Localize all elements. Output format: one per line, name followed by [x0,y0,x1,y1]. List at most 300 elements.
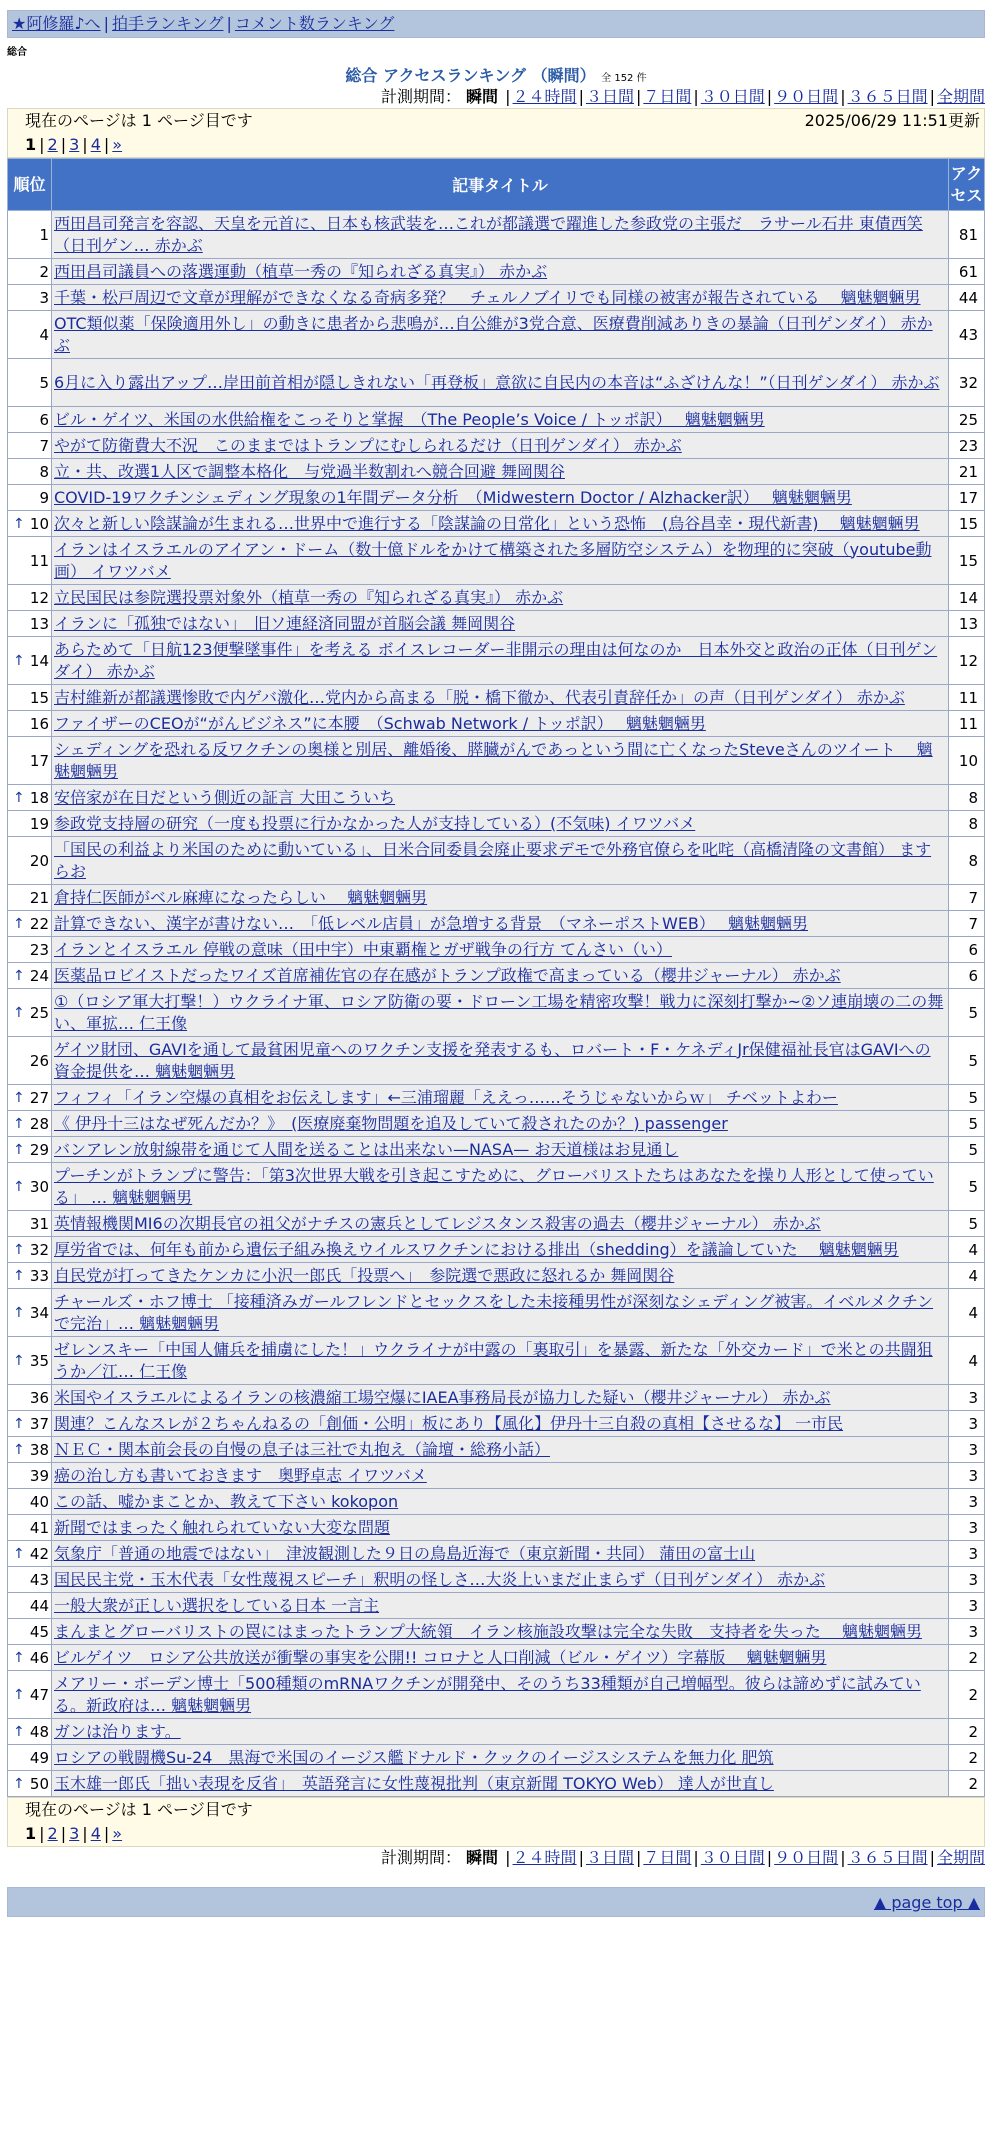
rank-cell [8,1463,52,1489]
table-row [8,311,985,359]
article-link[interactable]: 医薬品ロビイストだったワイズ首席補佐官の存在感がトランプ政権で高まっている（櫻井ジャーナル） 赤かぶ [54,965,841,985]
access-count: 21 [949,459,985,485]
access-count: 6 [949,963,985,989]
article-link[interactable]: 関連？こんなスレが２ちゃんねるの「創価・公明」板にあり【風化】伊丹十三自殺の真相【させるな】 一市民 [54,1413,844,1433]
rank-cell [8,433,52,459]
access-count: 3 [949,1385,985,1411]
access-count: 3 [949,1489,985,1515]
title-cell [52,537,949,585]
page [7,10,985,1917]
article-link[interactable]: やがて防衛費大不況 このままではトランプにむしられるだけ（日刊ゲンダイ） 赤かぶ [54,435,682,455]
title-cell [52,837,949,885]
rank-cell [8,359,52,407]
article-link[interactable]: 「国民の利益より米国のために動いている」、日米合同委員会廃止要求デモで外務官僚らを叱咤（高橋清隆の文書館） ますらお [54,839,932,881]
table-row [8,1385,985,1411]
article-link[interactable]: ビルゲイツ ロシア公共放送が衝撃の事実を公開!! コロナと人口削減（ビル・ゲイツ）字幕版 魑魅魍魎男 [54,1647,827,1667]
rank-cell [8,1719,52,1745]
rank-cell [8,711,52,737]
article-link[interactable]: ゲイツ財団、GAVIを通して最貧困児童へのワクチン支援を発表するも、ロバート・F・ケネディJr保健福祉長官はGAVIへの資金提供を… 魑魅魍魎男 [54,1039,931,1081]
article-link[interactable]: 玉木雄一郎氏「拙い表現を反省」 英語発言に女性蔑視批判（東京新聞 TOKYO Web） 達人が世直し [54,1773,774,1793]
article-link[interactable]: 6月に入り露出アップ…岸田前首相が隠しきれない「再登板」意欲に自民内の本音は“ふざけんな！”（日刊ゲンダイ） 赤かぶ [54,372,940,392]
current-page-text: 現在のページは 1 ページ目です [25,111,253,130]
title-cell [52,685,949,711]
rank-cell [8,685,52,711]
period-link[interactable]: 全期間 [936,1848,985,1867]
rank-up-arrow-icon: ↑ [13,1004,25,1021]
rank-number: 27 [29,1088,49,1107]
article-link[interactable]: 新聞ではまったく触れられていない大変な問題 [54,1517,391,1537]
period-separator: | [929,1848,935,1867]
access-count: 17 [949,485,985,511]
article-link[interactable]: バンアレン放射線帯を通じて人間を送ることは出来ない—NASA— お天道様はお見通し [54,1139,679,1159]
rank-up-arrow-icon: ↑ [13,1089,25,1106]
table-row [8,285,985,311]
rank-number: 9 [39,488,49,507]
access-count: 10 [949,737,985,785]
rank-up-arrow-icon: ↑ [13,1141,25,1158]
rank-number: 41 [29,1518,49,1537]
article-link[interactable]: 安倍家が在日だという側近の証言 大田こういち [54,787,396,807]
title-cell [52,211,949,259]
access-count: 3 [949,1411,985,1437]
table-row [8,685,985,711]
article-link[interactable]: あらためて「日航123便撃墜事件」を考える ボイスレコーダー非開示の理由は何なのか 日本外交と政治の正体（日刊ゲンダイ） 赤かぶ [54,639,938,681]
period-link[interactable]: ９０日間 [774,1848,839,1867]
applause-ranking-link[interactable]: 拍手ランキング [111,14,224,33]
table-row [8,1237,985,1263]
article-link[interactable]: メアリー・ボーデン博士「500種類のmRNAワクチンが開発中、そのうち33種類が自己増幅型。彼らは諦めずに試みている。新政府は… 魑魅魍魎男 [54,1673,921,1715]
access-count: 2 [949,1645,985,1671]
rank-number: 32 [29,1240,49,1259]
period-link[interactable]: ３６５日間 [847,87,928,106]
rank-number: 50 [29,1774,49,1793]
article-link[interactable]: 立・共、改選1人区で調整本格化 与党過半数割れへ競合回避 舞岡関谷 [54,461,565,481]
title-cell [52,1463,949,1489]
period-link[interactable]: ７日間 [643,87,692,106]
rank-cell [8,1289,52,1337]
rank-cell [8,1411,52,1437]
table-row [8,1745,985,1771]
title-cell [52,1211,949,1237]
title-cell [52,711,949,737]
article-link[interactable]: ガンは治ります。 [54,1721,181,1741]
title-cell [52,1745,949,1771]
table-row [8,1567,985,1593]
period-link[interactable]: ７日間 [643,1848,692,1867]
title-cell [52,1719,949,1745]
table-row [8,989,985,1037]
pager-separator: | [39,135,45,154]
table-row [8,1137,985,1163]
table-row [8,485,985,511]
title-cell [52,459,949,485]
page-title [7,66,985,86]
period-separator: | [840,87,846,106]
article-link[interactable]: プーチンがトランプに警告：「第3次世界大戦を引き起こすために、グローバリストたちはあなたを操り人形として使っている」 … 魑魅魍魎男 [54,1165,934,1207]
title-cell [52,1671,949,1719]
rank-header: 順位 [8,159,52,211]
access-count: 6 [949,937,985,963]
rank-up-arrow-icon: ↑ [13,1115,25,1132]
rank-cell [8,1541,52,1567]
article-link[interactable]: 西田昌司議員への落選運動（植草一秀の『知られざる真実』） 赤かぶ [54,261,548,281]
access-count: 8 [949,785,985,811]
period-selector-top [7,86,985,108]
table-row [8,1037,985,1085]
title-cell [52,311,949,359]
rank-cell [8,1671,52,1719]
title-header: 記事タイトル [52,159,949,211]
table-row [8,211,985,259]
rank-up-arrow-icon: ↑ [13,967,25,984]
rank-cell [8,1237,52,1263]
table-row [8,537,985,585]
table-row [8,1489,985,1515]
pager-link[interactable]: 4 [90,135,101,154]
title-cell [52,1137,949,1163]
rank-cell [8,1137,52,1163]
article-link[interactable]: OTC類似薬「保険適用外し」の動きに患者から悲鳴が…自公維が3党合意、医療費削減ありきの暴論（日刊ゲンダイ） 赤かぶ [54,313,933,355]
title-cell [52,1489,949,1515]
rank-cell [8,885,52,911]
current-page-text-bottom: 現在のページは 1 ページ目です [25,1800,253,1819]
rank-number: 4 [39,325,49,344]
title-cell [52,1085,949,1111]
pager-next[interactable]: » [112,135,123,154]
rank-cell [8,963,52,989]
title-cell [52,359,949,407]
rank-cell [8,485,52,511]
access-count: 3 [949,1463,985,1489]
period-label-bottom: 計測期間： [380,1848,461,1867]
rank-number: 33 [29,1266,49,1285]
title-cell [52,1541,949,1567]
rank-cell [8,311,52,359]
article-link[interactable]: 計算できない、漢字が書けない… 「低レベル店員」が急増する背景 （マネーポストWEB） 魑魅魍魎男 [54,913,808,933]
access-count: 5 [949,989,985,1037]
period-link[interactable]: ９０日間 [774,87,839,106]
article-link[interactable]: 気象庁「普通の地震ではない」 津波観測した９日の鳥島近海で（東京新聞・共同） 蒲田の富士山 [54,1543,756,1563]
title-cell [52,911,949,937]
category-label: 総合 [7,47,27,58]
rank-up-arrow-icon: ↑ [13,1241,25,1258]
title-cell [52,785,949,811]
table-row [8,585,985,611]
table-row [8,911,985,937]
period-link[interactable]: ３０日間 [700,1848,765,1867]
access-count: 15 [949,511,985,537]
access-count: 7 [949,885,985,911]
period-links [503,87,985,106]
title-cell [52,1163,949,1211]
access-count: 15 [949,537,985,585]
rank-up-arrow-icon: ↑ [13,1352,25,1369]
table-row [8,1211,985,1237]
title-cell [52,1593,949,1619]
rank-cell [8,1593,52,1619]
table-row [8,937,985,963]
access-count: 4 [949,1263,985,1289]
access-count: 5 [949,1085,985,1111]
ranking-table-body [8,211,985,1797]
article-link[interactable]: 自民党が打ってきたケンカに小沢一郎氏「投票へ」 参院選で悪政に怒れるか 舞岡関谷 [54,1265,675,1285]
period-separator: | [578,87,584,106]
access-count: 25 [949,407,985,433]
rank-cell [8,1037,52,1085]
period-separator: | [505,1848,511,1867]
rank-number: 25 [29,1003,49,1022]
rank-cell [8,811,52,837]
period-link[interactable]: ３０日間 [700,87,765,106]
title-cell [52,1289,949,1337]
access-count: 3 [949,1515,985,1541]
pager-link[interactable]: 3 [69,135,80,154]
article-link[interactable]: ゼレンスキー「中国人傭兵を捕虜にした！」ウクライナが中露の「裏取引」を暴露、新たな「外交カード」で米との共闘狙うか／江… 仁王像 [54,1339,933,1381]
table-row [8,433,985,459]
period-separator: | [693,1848,699,1867]
access-count: 5 [949,1163,985,1211]
period-link[interactable]: ２４時間 [512,87,577,106]
table-row [8,459,985,485]
title-cell [52,1411,949,1437]
article-link[interactable]: チャールズ・ホフ博士 「接種済みガールフレンドとセックスをした未接種男性が深刻なシェディング被害。イベルメクチンで完治」… 魑魅魍魎男 [54,1291,934,1333]
rank-number: 39 [29,1466,49,1485]
rank-up-arrow-icon: ↑ [13,1775,25,1792]
article-link[interactable]: 《 伊丹十三はなぜ死んだか？》 (医療廃棄物問題を追及していて殺されたのか？) passenger [54,1113,728,1133]
updated-time: 2025/06/29 11:51更新 [804,111,980,130]
rank-number: 48 [29,1722,49,1741]
article-link[interactable]: イランに「孤独ではない」 旧ソ連経済同盟が首脳会議 舞岡関谷 [54,613,516,633]
table-row [8,1515,985,1541]
access-count: 81 [949,211,985,259]
article-link[interactable]: ロシアの戦闘機Su-24 黒海で米国のイージス艦ドナルド・クックのイージスシステムを無力化 肥筑 [54,1747,774,1767]
access-count: 2 [949,1719,985,1745]
rank-number: 37 [29,1414,49,1433]
rank-cell [8,737,52,785]
period-link[interactable]: ３６５日間 [847,1848,928,1867]
title-cell [52,1037,949,1085]
rank-cell [8,937,52,963]
rank-cell [8,407,52,433]
table-row [8,1671,985,1719]
access-count: 2 [949,1671,985,1719]
pager-link[interactable]: 4 [90,1824,101,1843]
rank-cell [8,911,52,937]
rank-number: 15 [29,688,49,707]
table-row [8,1541,985,1567]
access-count: 44 [949,285,985,311]
article-link[interactable]: この話、嘘かまことか、教えて下さい kokopon [54,1491,399,1511]
access-count: 5 [949,1037,985,1085]
pager-separator: | [39,1824,45,1843]
period-current: 瞬間 [466,87,499,106]
rank-number: 45 [29,1622,49,1641]
article-link[interactable]: フィフィ「イラン空爆の真相をお伝えします」←三浦瑠麗「ええっ……そうじゃないからｗ」 チベットよわー [54,1087,838,1107]
period-separator: | [766,87,773,106]
article-link[interactable]: 米国やイスラエルによるイランの核濃縮工場空爆にIAEA事務局長が協力した疑い（櫻井ジャーナル） 赤かぶ [54,1387,831,1407]
access-count: 11 [949,685,985,711]
rank-cell [8,1111,52,1137]
table-row [8,1593,985,1619]
pager-separator: | [82,135,88,154]
article-link[interactable]: 国民民主党・玉木代表「女性蔑視スピーチ」釈明の怪しさ…大炎上いまだ止まらず（日刊ゲンダイ） 赤かぶ [54,1569,826,1589]
pager-current: 1 [25,135,37,154]
rank-number: 3 [39,288,49,307]
article-link[interactable]: ビル・ゲイツ、米国の水供給権をこっそりと掌握 （The People’s Voice / トッポ訳） 魑魅魍魎男 [54,409,765,429]
rank-cell [8,1263,52,1289]
access-count: 23 [949,433,985,459]
rank-cell [8,1771,52,1797]
title-cell [52,1237,949,1263]
article-link[interactable]: イランとイスラエル 停戦の意味（田中宇）中東覇権とガザ戦争の行方 てんさい（い） [54,939,673,959]
table-row [8,785,985,811]
total-count: 全 152 件 [601,73,647,84]
ranking-title: 総合 アクセスランキング （瞬間） [345,66,596,85]
access-count: 32 [949,359,985,407]
table-row [8,259,985,285]
table-row [8,711,985,737]
article-link[interactable]: 英情報機関MI6の次期長官の祖父がナチスの憲兵としてレジスタンス殺害の過去（櫻井ジャーナル） 赤かぶ [54,1213,821,1233]
rank-number: 12 [29,588,49,607]
rank-number: 6 [39,410,49,429]
article-link[interactable]: 次々と新しい陰謀論が生まれる…世界中で進行する「陰謀論の日常化」という恐怖 (烏谷昌幸・現代新書) 魑魅魍魎男 [54,513,920,533]
rank-cell [8,611,52,637]
article-link[interactable]: 癌の治し方も書いておきます 奥野卓志 イワツバメ [54,1465,427,1485]
article-link[interactable]: 厚労省では、何年も前から遺伝子組み換えウイルスワクチンにおける排出（shedding）を議論していた 魑魅魍魎男 [54,1239,899,1259]
rank-number: 38 [29,1440,49,1459]
rank-up-arrow-icon: ↑ [13,652,25,669]
table-row [8,1719,985,1745]
article-link[interactable]: イランはイスラエルのアイアン・ドーム（数十億ドルをかけて構築された多層防空システム）を物理的に突破（youtube動画） イワツバメ [54,539,932,581]
title-cell [52,1263,949,1289]
rank-number: 35 [29,1351,49,1370]
access-count: 4 [949,1289,985,1337]
rank-number: 44 [29,1596,49,1615]
rank-number: 31 [29,1214,49,1233]
period-link[interactable]: 全期間 [936,87,985,106]
article-link[interactable]: 立民国民は参院選投票対象外（植草一秀の『知られざる真実』） 赤かぶ [54,587,564,607]
nav-separator: | [226,14,232,33]
title-cell [52,937,949,963]
pager-link[interactable]: 2 [47,135,58,154]
table-row [8,963,985,989]
pager-next[interactable]: » [112,1824,123,1843]
rank-cell [8,1489,52,1515]
article-link[interactable]: 西田昌司発言を容認、天皇を元首に、日本も核武装を…これが都議選で躍進した参政党の主張だ ラサール石井 東債西笑（日刊ゲン… 赤かぶ [54,213,923,255]
rank-number: 20 [29,851,49,870]
article-link[interactable]: 吉村維新が都議選惨敗で内ゲバ激化…党内から高まる「脱・橋下徹か、代表引責辞任か」の声（日刊ゲンダイ） 赤かぶ [54,687,905,707]
table-row [8,1771,985,1797]
table-row [8,1463,985,1489]
table-row [8,1289,985,1337]
top-nav-bar [7,10,985,38]
rank-number: 2 [39,262,49,281]
pager-link[interactable]: 3 [69,1824,80,1843]
title-cell [52,811,949,837]
rank-cell [8,1085,52,1111]
rank-number: 19 [29,814,49,833]
access-count: 11 [949,711,985,737]
article-link[interactable]: シェディングを恐れる反ワクチンの奥様と別居、離婚後、膵臓がんであっという間に亡くなったSteveさんのツイート 魑魅魍魎男 [54,739,933,781]
article-link[interactable]: 千葉・松戸周辺で文章が理解ができなくなる奇病多発？ チェルノブイリでも同様の被害が報告されている 魑魅魍魎男 [54,287,921,307]
rank-cell [8,459,52,485]
rank-up-arrow-icon: ↑ [13,1686,25,1703]
table-row [8,1337,985,1385]
table-row [8,1619,985,1645]
title-cell [52,433,949,459]
title-cell [52,1619,949,1645]
article-link[interactable]: ①（ロシア軍大打撃！）ウクライナ軍、ロシア防衛の要・ドローン工場を精密攻撃！戦力に深刻打撃か~②ソ連崩壊の二の舞い、軍拡… 仁王像 [54,991,944,1033]
pager-link[interactable]: 2 [47,1824,58,1843]
rank-cell [8,785,52,811]
status-row [8,109,984,133]
access-header: アクセス [949,159,985,211]
rank-cell [8,537,52,585]
article-link[interactable]: ＮＥＣ・関本前会長の自慢の息子は三社で丸抱え（論壇・総務小話） [54,1439,551,1459]
article-link[interactable]: 倉持仁医師がベル麻痺になったらしい 魑魅魍魎男 [54,887,428,907]
rank-up-arrow-icon: ↑ [13,1267,25,1284]
access-count: 61 [949,259,985,285]
title-cell [52,511,949,537]
rank-cell [8,989,52,1037]
title-cell [52,611,949,637]
pager-separator: | [82,1824,88,1843]
rank-number: 16 [29,714,49,733]
period-separator: | [693,87,699,106]
rank-number: 42 [29,1544,49,1563]
article-link[interactable]: 参政党支持層の研究（一度も投票に行かなかった人が支持している）(不気味) イワツバメ [54,813,696,833]
access-count: 7 [949,911,985,937]
title-cell [52,1567,949,1593]
rank-number: 23 [29,940,49,959]
home-link[interactable]: ★阿修羅♪へ [12,14,101,33]
period-link[interactable]: ２４時間 [512,1848,577,1867]
title-cell [52,585,949,611]
period-selector-bottom [7,1847,985,1869]
access-count: 5 [949,1137,985,1163]
rank-up-arrow-icon: ↑ [13,1649,25,1666]
table-row [8,1411,985,1437]
rank-number: 24 [29,966,49,985]
rank-number: 47 [29,1685,49,1704]
rank-number: 13 [29,614,49,633]
article-link[interactable]: ファイザーのCEOが“がんビジネス”に本腰 （Schwab Network / トッポ訳） 魑魅魍魎男 [54,713,706,733]
table-row [8,359,985,407]
article-link[interactable]: COVID-19ワクチンシェディング現象の1年間データ分析 （Midwestern Doctor / Alzhacker訳） 魑魅魍魎男 [54,487,852,507]
title-cell [52,737,949,785]
access-count: 43 [949,311,985,359]
table-row [8,407,985,433]
article-link[interactable]: 一般大衆が正しい選択をしている日本 一言主 [54,1595,380,1615]
period-link[interactable]: ３日間 [585,87,634,106]
rank-cell [8,1515,52,1541]
rank-number: 30 [29,1177,49,1196]
rank-cell [8,1619,52,1645]
table-row [8,611,985,637]
article-link[interactable]: まんまとグローバリストの罠にはまったトランプ大統領 イラン核施設攻撃は完全な失敗 支持者を失った 魑魅魍魎男 [54,1621,922,1641]
rank-up-arrow-icon: ↑ [13,789,25,806]
rank-number: 28 [29,1114,49,1133]
page-top-link[interactable]: ▲ page top ▲ [873,1893,980,1912]
comment-ranking-link[interactable]: コメント数ランキング [234,14,395,33]
period-link[interactable]: ３日間 [585,1848,634,1867]
access-count: 2 [949,1771,985,1797]
rank-number: 5 [39,373,49,392]
access-count: 3 [949,1619,985,1645]
pager-bottom [8,1822,984,1846]
rank-cell [8,511,52,537]
rank-number: 11 [29,551,49,570]
